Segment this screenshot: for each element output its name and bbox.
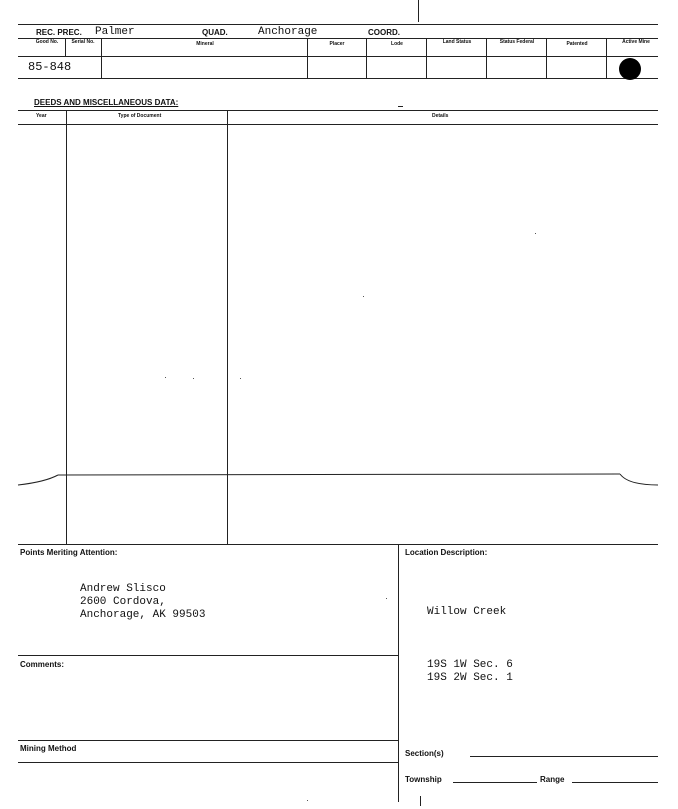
comments-label: Comments: [20, 660, 65, 669]
speck [193, 378, 194, 379]
deeds-header-rule [18, 124, 658, 125]
col-placer: Placer [329, 41, 345, 47]
top-tick [418, 0, 419, 22]
range-label: Range [540, 775, 565, 784]
location-place: Willow Creek [427, 606, 507, 618]
location-line-1: 19S 1W Sec. 6 [427, 659, 513, 671]
township-line [453, 782, 537, 783]
points-line-3: Anchorage, AK 99503 [80, 609, 206, 621]
deeds-col-details: Details [432, 113, 449, 119]
col-div-3 [307, 38, 308, 78]
deeds-top-rule [18, 110, 658, 111]
col-serial-no: Serial No. [71, 39, 95, 45]
bottom-center-div [398, 544, 399, 802]
speck [240, 378, 241, 379]
header-sub-rule [18, 56, 658, 57]
col-div-7 [546, 38, 547, 78]
speck [386, 598, 387, 599]
township-label: Township [405, 775, 442, 784]
rec-prec-label: REC. PREC. [36, 28, 82, 37]
header-top-rule [18, 24, 658, 25]
mining-rule [18, 740, 398, 741]
rec-prec-value: Palmer [95, 26, 135, 38]
col-div-2 [101, 38, 102, 78]
sections-label: Section(s) [405, 749, 444, 758]
col-div-6 [486, 38, 487, 78]
points-line-2: 2600 Cordova, [80, 596, 166, 608]
col-status-federal: Status Federal [499, 39, 535, 45]
mining-sub-rule [18, 762, 398, 763]
location-line-2: 19S 2W Sec. 1 [427, 672, 513, 684]
points-line-1: Andrew Slisco [80, 583, 166, 595]
range-line [572, 782, 658, 783]
header-bottom-rule [18, 78, 658, 79]
bottom-tick [420, 796, 421, 806]
location-label: Location Description: [405, 548, 488, 557]
speck [363, 296, 364, 297]
comments-rule [18, 655, 398, 656]
col-div-1 [65, 38, 66, 56]
speck [535, 233, 536, 234]
col-div-5 [426, 38, 427, 78]
bottom-top-rule [18, 544, 658, 545]
speck [307, 800, 308, 801]
speck [165, 377, 166, 378]
mining-label: Mining Method [20, 744, 77, 753]
fold-line [0, 465, 678, 495]
coord-label: COORD. [368, 28, 400, 37]
quad-label: QUAD. [202, 28, 228, 37]
grid-no-value: 85-848 [28, 60, 72, 74]
col-good-no: Good No. [35, 39, 59, 45]
col-lode: Lode [391, 41, 403, 47]
col-mineral: Mineral [196, 41, 214, 47]
col-div-4 [366, 38, 367, 78]
col-active-mine: Active Mine [622, 39, 650, 45]
quad-value: Anchorage [258, 26, 318, 38]
active-mine-dot [619, 58, 641, 80]
deeds-title: DEEDS AND MISCELLANEOUS DATA: [34, 98, 179, 107]
deeds-col-year: Year [36, 113, 47, 119]
col-land-status: Land Status [442, 39, 472, 45]
sections-line [470, 756, 658, 757]
deeds-tick [398, 106, 403, 107]
header-mid-rule [18, 38, 658, 39]
col-div-8 [606, 38, 607, 78]
points-label: Points Meriting Attention: [20, 548, 118, 557]
col-patented: Patented [566, 41, 588, 47]
deeds-col-type: Type of Document [118, 113, 162, 119]
